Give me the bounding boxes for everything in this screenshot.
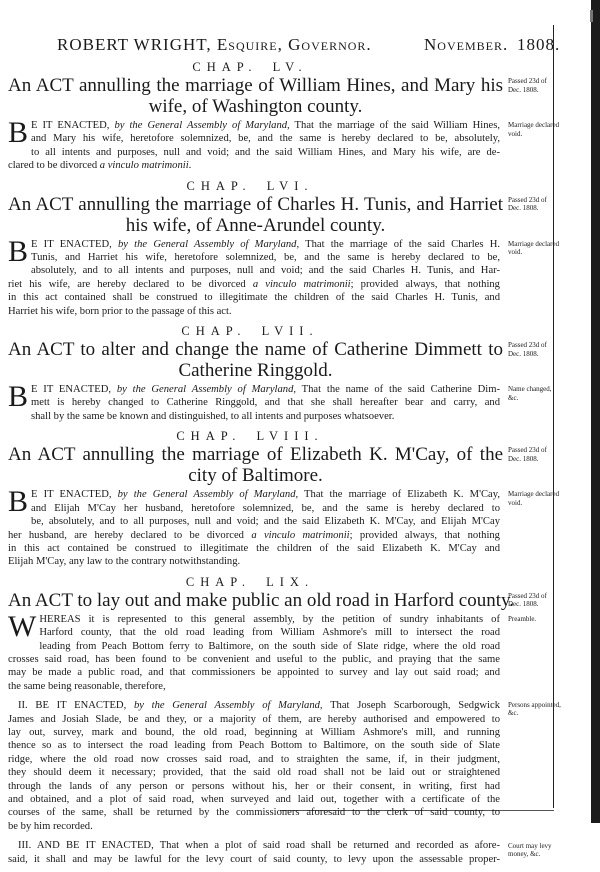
margin-note-line: Dec. 1808. xyxy=(508,349,539,358)
chapter-section xyxy=(0,60,560,173)
scan-artifact xyxy=(590,10,593,22)
act-title-line: Catherine Ringgold. xyxy=(178,360,333,382)
act-title-line: An ACT annulling the marriage of William Hines, and Mary his xyxy=(8,75,503,96)
act-title xyxy=(8,589,515,611)
text-line: said, it shall and may be lawful for the levy court of said county, to levy upon the assessable proper- xyxy=(8,853,500,865)
chapter-heading: CHAP. LIX. xyxy=(185,574,315,589)
text-line: through the lands of any person or persons without his, her or their consent, in writing, first had xyxy=(8,780,500,792)
margin-note xyxy=(508,77,554,94)
act-paragraph xyxy=(8,699,500,833)
margin-note-line: void. xyxy=(508,129,523,138)
margin-note-line: void. xyxy=(508,248,523,257)
text-line: to all intents and purposes, null and void; and the said William Hines, and Mary his wife, are de- xyxy=(31,146,500,158)
italic-phrase: by the General Assembly of Maryland, xyxy=(133,700,323,712)
act-paragraph xyxy=(8,380,500,423)
act-title xyxy=(8,339,503,381)
margin-note-line: Dec. 1808. xyxy=(508,454,539,463)
margin-note xyxy=(508,842,554,859)
margin-note-line: Passed 23d of xyxy=(508,446,547,455)
margin-note xyxy=(508,341,554,358)
text-line: Harriet his wife, born prior to the passage of this act. xyxy=(8,305,232,317)
running-header xyxy=(57,34,561,56)
enacting-clause: E IT ENACTED xyxy=(31,489,109,501)
margin-note-line: Name changed, xyxy=(508,385,552,394)
text-line: clared to be divorced a vinculo matrimonii. xyxy=(8,160,192,172)
text-line: riet his wife, are hereby declared to be divorced a vinculo matrimonii; provided always, that nothing xyxy=(8,278,500,290)
header-month: November. xyxy=(424,35,509,54)
margin-note-line: void. xyxy=(508,498,523,507)
text-line: may be made a public road, and that commissioners be appointed to survey and lay out said road; and xyxy=(8,667,500,679)
text-line: courses of the same, shall be returned by the commissioners aforesaid to the clerk of said county, to xyxy=(8,807,500,819)
drop-capital: W xyxy=(8,609,37,643)
text-line: E IT ENACTED, by the General Assembly of Maryland, That the marriage of the said William Hines, xyxy=(31,120,500,131)
margin-note-line: Passed 23d of xyxy=(508,77,547,85)
drop-capital: B xyxy=(8,380,29,414)
act-title-line: city of Baltimore. xyxy=(188,465,323,487)
chapter-heading: CHAP. LVII. xyxy=(181,324,319,339)
act-title xyxy=(8,194,503,236)
margin-note-line: Marriage declared xyxy=(508,239,560,248)
text-line: be by him recorded. xyxy=(8,820,93,832)
text-line: in this act contained shall be construed to illegitimate the children of the said Charles H. Tunis, and xyxy=(8,292,500,304)
margin-note xyxy=(508,490,560,507)
act-title-line: An ACT to lay out and make public an old road in Harford county. xyxy=(8,589,515,611)
margin-note-line: Persons appointed, xyxy=(508,700,561,709)
margin-note-line: Marriage declared xyxy=(508,121,560,129)
margin-note-line: Preamble. xyxy=(508,614,537,623)
text-line: absolutely, and to all intents and purposes, null and void; and the said Charles H. Tunis, and Har- xyxy=(31,265,500,277)
header-year: 1808. xyxy=(517,35,561,54)
text-line: shall by the same be known and distinguished, to all intents and purposes whatsoever. xyxy=(31,410,395,422)
text-line: and Mary his wife, heretofore solemnized, be, and the same is hereby declared to be, absolutely, xyxy=(31,133,500,145)
margin-note-line: Court may levy xyxy=(508,841,552,850)
enacting-clause: E IT ENACTED xyxy=(31,120,107,131)
act-paragraph xyxy=(8,839,500,866)
text-line: in this act contained be construed to illegitimate the children of the said Elizabeth K. M'Cay and xyxy=(8,542,500,554)
header-subtitle: Esquire, Governor. xyxy=(216,35,372,54)
scan-edge xyxy=(591,0,600,823)
text-line: E IT ENACTED, by the General Assembly of Maryland, That the name of the said Catherine Dim- xyxy=(31,384,500,396)
italic-phrase: by the General Assembly of Maryland, xyxy=(116,384,297,396)
text-line: leading from Peach Bottom ferry to Baltimore, on the south side of Slate ridge, where the old road xyxy=(39,640,500,652)
italic-phrase: by the General Assembly of Maryland, xyxy=(117,238,300,250)
text-line: Tunis, and Harriet his wife, heretofore solemnized, be, and the same is hereby declared to be, xyxy=(31,252,500,264)
text-line: they should deem it necessary; provided, that the said old road shall not be laid out or straightened xyxy=(8,767,500,779)
text-line: her husband, are hereby declared to be divorced a vinculo matrimonii; provided always, that nothing xyxy=(8,529,500,541)
act-paragraph xyxy=(8,234,500,318)
text-line: thence so as to intersect the road leading from Peach Bottom to Baltimore, on the south side of Slate xyxy=(8,740,500,752)
enacting-clause: III. AND BE IT ENACTED xyxy=(18,840,152,852)
margin-note xyxy=(508,196,554,213)
margin-note-line: Dec. 1808. xyxy=(508,600,539,609)
margin-note-line: &c. xyxy=(508,709,519,718)
text-line: HEREAS it is represented to this general assembly, by the petition of sundry inhabitants of xyxy=(39,613,500,625)
italic-phrase: a vinculo matrimonii xyxy=(99,160,189,172)
margin-note xyxy=(508,446,554,463)
act-title-line: his wife, of Anne-Arundel county. xyxy=(125,214,386,236)
text-line: Harford county, that the old road leading from William Ashmore's mill to intersect the road xyxy=(39,627,500,639)
italic-phrase: by the General Assembly of Maryland, xyxy=(114,120,290,131)
margin-note-line: Dec. 1808. xyxy=(508,85,539,94)
act-title-line: An ACT to alter and change the name of Catherine Dimmett to xyxy=(8,339,503,361)
chapter-heading: CHAP. LVI. xyxy=(186,178,314,193)
drop-capital: B xyxy=(8,116,29,149)
text-line: E IT ENACTED, by the General Assembly of Maryland, That the marriage of the said Charles H. xyxy=(31,238,500,250)
margin-note xyxy=(508,700,561,718)
text-line: Elijah M'Cay, any law to the contrary notwithstanding. xyxy=(8,556,241,568)
margin-note xyxy=(508,592,554,609)
text-line: III. AND BE IT ENACTED, That when a plot of said road shall be returned and recorded as afore- xyxy=(18,840,500,852)
enacting-clause: II. BE IT ENACTED xyxy=(18,700,124,712)
chapter-section xyxy=(0,178,560,318)
margin-note xyxy=(508,121,560,138)
text-line: be, absolutely, and to all purposes, null and void; and the said Elizabeth K. M'Cay, and Elijah M'Cay xyxy=(31,516,500,528)
act-paragraph xyxy=(8,609,500,693)
italic-phrase: a vinculo matrimonii xyxy=(251,529,350,541)
text-line: James and Josiah Slade, be and they, or a majority of them, are hereby authorised and empowered to xyxy=(8,713,500,725)
margin-note xyxy=(508,239,560,257)
text-line: lay out, survey, mark and bound, the old road, beginning at William Ashmore's mill, and running xyxy=(8,726,500,738)
text-line: the same being reasonable, therefore, xyxy=(8,680,166,692)
enacting-clause: HEREAS xyxy=(39,613,81,625)
chapter-section xyxy=(0,324,556,423)
drop-capital: B xyxy=(8,234,29,268)
text-line: and obtained, and a plot of said road, when surveyed and laid out, together with a certificate of the xyxy=(8,794,500,805)
text-line: ridge, where the old road now crosses said road, and to straighten the same, if, in their judgment, xyxy=(8,753,500,765)
text-line: II. BE IT ENACTED, by the General Assembly of Maryland, That Joseph Scarborough, Sedgwick xyxy=(18,700,500,712)
italic-phrase: a vinculo matrimonii xyxy=(252,278,351,290)
document-body xyxy=(0,60,561,872)
margin-note-line: Passed 23d of xyxy=(508,591,547,600)
drop-capital: B xyxy=(8,485,29,519)
act-paragraph xyxy=(8,485,500,568)
margin-note-line: &c. xyxy=(508,393,519,402)
italic-phrase: by the General Assembly of Maryland, xyxy=(117,489,299,501)
text-line: mett is hereby changed to Catherine Ringgold, and that she shall hereafter bear and carry, and xyxy=(31,397,500,409)
margin-note-line: Passed 23d of xyxy=(508,341,547,350)
margin-note xyxy=(508,615,554,624)
header-title: ROBERT WRIGHT, xyxy=(57,35,212,54)
text-line: and Elijah M'Cay her husband, heretofore solemnized, be, and the same is hereby declared to xyxy=(31,502,500,514)
chapter-section xyxy=(0,574,561,866)
text-line: E IT ENACTED, by the General Assembly of Maryland, That the marriage of Elizabeth K. M'Cay, xyxy=(31,489,500,501)
margin-note-line: money, &c. xyxy=(508,850,541,859)
act-title-line: An ACT annulling the marriage of Elizabeth K. M'Cay, of the xyxy=(8,444,503,466)
chapter-heading: CHAP. LV. xyxy=(192,60,308,74)
margin-note-line: Marriage declared xyxy=(508,490,560,499)
margin-note xyxy=(508,385,554,402)
enacting-clause: E IT ENACTED xyxy=(31,384,109,396)
act-paragraph xyxy=(8,116,500,173)
margin-note-line: Dec. 1808. xyxy=(508,204,539,213)
enacting-clause: E IT ENACTED xyxy=(31,238,110,250)
text-line: crosses said road, has been found to be convenient and useful to the public, and praying that the same xyxy=(8,653,500,665)
act-title xyxy=(8,444,503,486)
act-title-line: An ACT annulling the marriage of Charles H. Tunis, and Harriet xyxy=(8,193,503,215)
chapter-section xyxy=(0,429,560,568)
act-title-line: wife, of Washington county. xyxy=(148,96,363,117)
margin-note-line: Passed 23d of xyxy=(508,195,547,204)
act-title xyxy=(8,75,503,117)
chapter-heading: CHAP. LVIII. xyxy=(176,429,324,444)
